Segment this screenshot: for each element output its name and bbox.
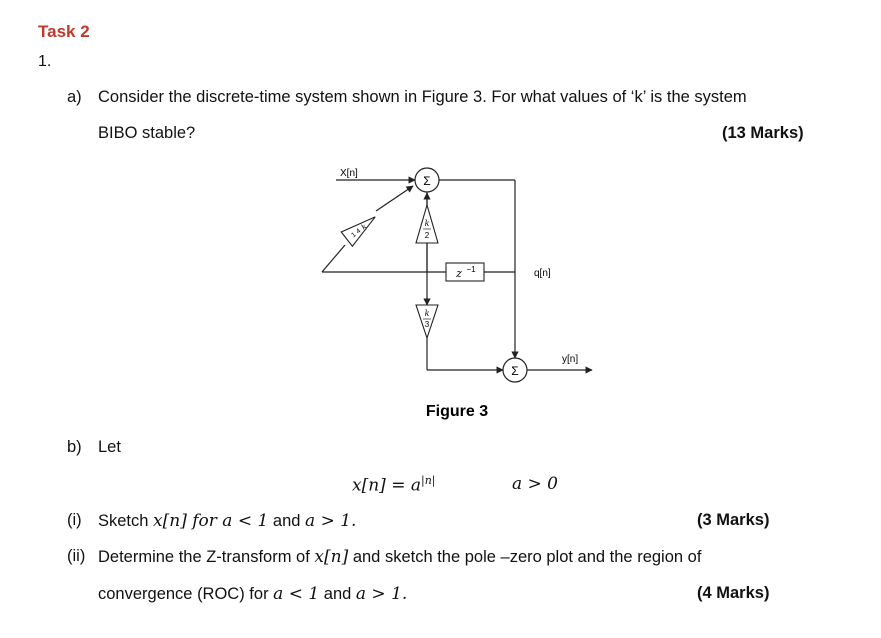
part-b-ii-line2	[98, 584, 407, 604]
i-and: and	[272, 512, 301, 530]
task-title: Task 2	[38, 22, 90, 41]
ii-math2: a < 1	[273, 584, 320, 604]
gain-mid-den: 2	[424, 231, 430, 240]
feedback-diag-line	[322, 245, 345, 272]
ii-math3: a > 1.	[355, 584, 408, 604]
part-a-label: a)	[67, 88, 82, 106]
label-x: X[n]	[340, 168, 358, 179]
gain-left-den: 4	[355, 227, 363, 236]
condition: a > 0	[512, 474, 559, 494]
gain-left	[341, 210, 380, 246]
delay-exp: −1	[466, 265, 476, 274]
equation-lhs: x[n] = a	[352, 475, 421, 496]
ii-and: and	[323, 585, 352, 603]
part-a-line1: Consider the discrete-time system shown in Figure 3. For what values of ‘k’ is the system	[98, 88, 747, 106]
ii-math: x[n]	[314, 547, 349, 567]
part-b-i-marks: (3 Marks)	[697, 511, 770, 529]
feedback-up-line	[376, 186, 413, 211]
part-b-lead: Let	[98, 438, 121, 456]
top-adder-symbol: Σ	[423, 174, 431, 188]
ii-line1-b: and sketch the pole –zero plot and the region of	[352, 548, 702, 566]
gain-left-var: k	[359, 222, 369, 232]
ii-line1-a: Determine the Z-transform of	[98, 548, 310, 566]
i-text-pre: Sketch	[98, 512, 149, 530]
label-y: y[n]	[562, 354, 579, 365]
delay-block	[446, 263, 484, 281]
part-b-ii-line1	[98, 547, 701, 567]
label-q: q[n]	[534, 268, 551, 279]
equation	[352, 474, 436, 496]
gain-low-num: k	[424, 309, 430, 318]
gain-mid-num: k	[424, 219, 430, 228]
part-a-line2: BIBO stable?	[98, 124, 196, 142]
part-b-ii-label: (ii)	[67, 547, 86, 565]
equation-exp: |n|	[421, 474, 436, 487]
figure-caption: Figure 3	[425, 403, 489, 420]
gain-left-num: 1	[350, 231, 358, 240]
ii-line2-a: convergence (ROC) for	[98, 585, 269, 603]
part-b-i-label: (i)	[67, 511, 82, 529]
gain-low-den: 3	[424, 320, 430, 329]
part-a-marks: (13 Marks)	[722, 124, 804, 142]
output-adder-symbol: Σ	[511, 364, 519, 378]
question-number: 1.	[38, 53, 52, 70]
i-math2: a > 1.	[305, 511, 357, 531]
i-math: x[n] for a < 1	[153, 511, 269, 531]
part-b-i-line	[98, 511, 356, 531]
part-b-ii-marks: (4 Marks)	[697, 584, 770, 602]
part-b-label: b)	[67, 438, 82, 456]
delay-z: z	[456, 267, 462, 280]
